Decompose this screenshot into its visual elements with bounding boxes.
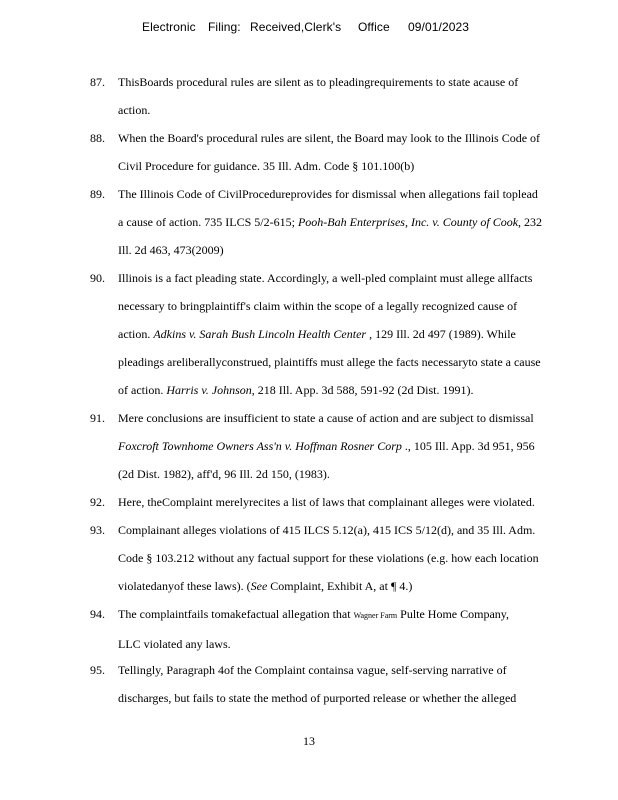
paragraph-line <box>118 96 600 124</box>
header-part-2: Filing: <box>208 20 241 34</box>
text-segment: Mere conclusions are insufficient to state a cause of action and are subject to dismissal <box>118 411 534 425</box>
paragraph <box>90 404 600 488</box>
paragraph <box>90 600 600 658</box>
text-segment: Tellingly, Paragraph 4of the Complaint containsa vague, self-serving narrative of <box>118 663 507 677</box>
paragraph-line <box>118 460 600 488</box>
header-part-3: Received,Clerk's <box>250 20 342 34</box>
text-segment: of action. <box>118 383 167 397</box>
paragraph-line <box>118 404 600 432</box>
paragraph-line <box>118 152 600 180</box>
paragraph-line <box>118 432 600 460</box>
text-segment: , 218 Ill. App. 3d 588, 591-92 (2d Dist. 1991). <box>251 383 474 397</box>
text-segment: (2d Dist. 1982), aff'd, 96 Ill. 2d 150, (1983). <box>118 467 330 481</box>
text-segment: Civil Procedure for guidance. 35 Ill. Adm. Code § 101.100(b) <box>118 159 415 173</box>
text-segment: ThisBoards procedural rules are silent as to pleadingrequirements to state acause of <box>118 75 519 89</box>
text-segment: , 232 <box>518 215 543 229</box>
text-segment: The Illinois Code of CivilProcedureprovides for dismissal when allegations fail toplead <box>118 187 538 201</box>
paragraph <box>90 488 600 516</box>
paragraph <box>90 180 600 264</box>
paragraph-number: 90. <box>90 271 105 285</box>
paragraph-line <box>118 292 600 320</box>
paragraph-line <box>118 264 600 292</box>
paragraph-line <box>118 516 600 544</box>
text-segment: Pulte Home Company, <box>397 607 510 621</box>
paragraph-line <box>118 348 600 376</box>
text-segment: pleadings areliberallyconstrued, plaintiffs must allege the facts necessaryto state a cause <box>118 355 541 369</box>
paragraph-number: 89. <box>90 187 105 201</box>
text-segment: , 129 Ill. 2d 497 (1989). While <box>366 327 516 341</box>
paragraph-line <box>118 684 600 712</box>
paragraph-line <box>118 630 600 658</box>
paragraph-line <box>118 180 600 208</box>
paragraph-number: 94. <box>90 607 105 621</box>
case-citation: Pooh-Bah Enterprises, Inc. v. County of Cook <box>297 215 519 229</box>
paragraph-number: 95. <box>90 663 105 677</box>
text-segment: When the Board's procedural rules are silent, the Board may look to the Illinois Code of <box>118 131 541 145</box>
party-name: Wagner Farm <box>353 611 398 620</box>
text-segment: LLC violated any laws. <box>118 637 231 651</box>
electronic-filing-header <box>142 20 469 34</box>
header-date: 09/01/2023 <box>408 20 470 34</box>
paragraph-line <box>118 600 600 630</box>
paragraph-line <box>118 208 600 236</box>
paragraph-number: 93. <box>90 523 105 537</box>
paragraph <box>90 656 600 712</box>
paragraph-line <box>118 488 600 516</box>
text-segment: action. <box>118 327 154 341</box>
paragraph-number: 87. <box>90 75 105 89</box>
paragraph-line <box>118 236 600 264</box>
paragraph <box>90 124 600 180</box>
paragraph-line <box>118 572 600 600</box>
paragraph <box>90 68 600 124</box>
text-segment: violatedanyof these laws). ( <box>118 579 251 593</box>
paragraph-line <box>118 376 600 404</box>
paragraph-line <box>118 656 600 684</box>
text-segment: Ill. 2d 463, 473(2009) <box>118 243 224 257</box>
paragraph-line <box>118 544 600 572</box>
case-citation: See <box>250 579 268 593</box>
text-segment: Complaint, Exhibit A, at ¶ 4.) <box>267 579 413 593</box>
text-segment: Complainant alleges violations of 415 ILCS 5.12(a), 415 ICS 5/12(d), and 35 Ill. Adm. <box>118 523 536 537</box>
paragraph <box>90 264 600 404</box>
case-citation: Foxcroft Townhome Owners Ass'n v. Hoffman Rosner Corp <box>118 439 402 453</box>
paragraph-number: 91. <box>90 411 105 425</box>
header-part-4: Office <box>358 20 390 34</box>
text-segment: The complaintfails tomakefactual allegation that <box>118 607 354 621</box>
page-number: 13 <box>303 734 315 748</box>
text-segment: ., 105 Ill. App. 3d 951, 956 <box>401 439 535 453</box>
text-segment: Here, theComplaint merelyrecites a list of laws that complainant alleges were violated. <box>118 495 535 509</box>
paragraph-line <box>118 124 600 152</box>
paragraph <box>90 516 600 600</box>
text-segment: Code § 103.212 without any factual support for these violations (e.g. how each location <box>118 551 539 565</box>
text-segment: a cause of action. 735 ILCS 5/2-615; <box>118 215 298 229</box>
text-segment: necessary to bringplaintiff's claim within the scope of a legally recognized cause of <box>118 299 518 313</box>
case-citation: Harris v. Johnson <box>166 383 252 397</box>
header-part-1: Electronic <box>142 20 196 34</box>
paragraph-line <box>118 320 600 348</box>
text-segment: action. <box>118 103 151 117</box>
paragraph-line <box>118 68 600 96</box>
paragraph-number: 88. <box>90 131 105 145</box>
paragraph-number: 92. <box>90 495 105 509</box>
text-segment: discharges, but fails to state the method of purported release or whether the alleged <box>118 691 517 705</box>
text-segment: Illinois is a fact pleading state. Accordingly, a well-pled complaint must allege allfacts <box>118 271 533 285</box>
case-citation: Adkins v. Sarah Bush Lincoln Health Center <box>153 327 367 341</box>
